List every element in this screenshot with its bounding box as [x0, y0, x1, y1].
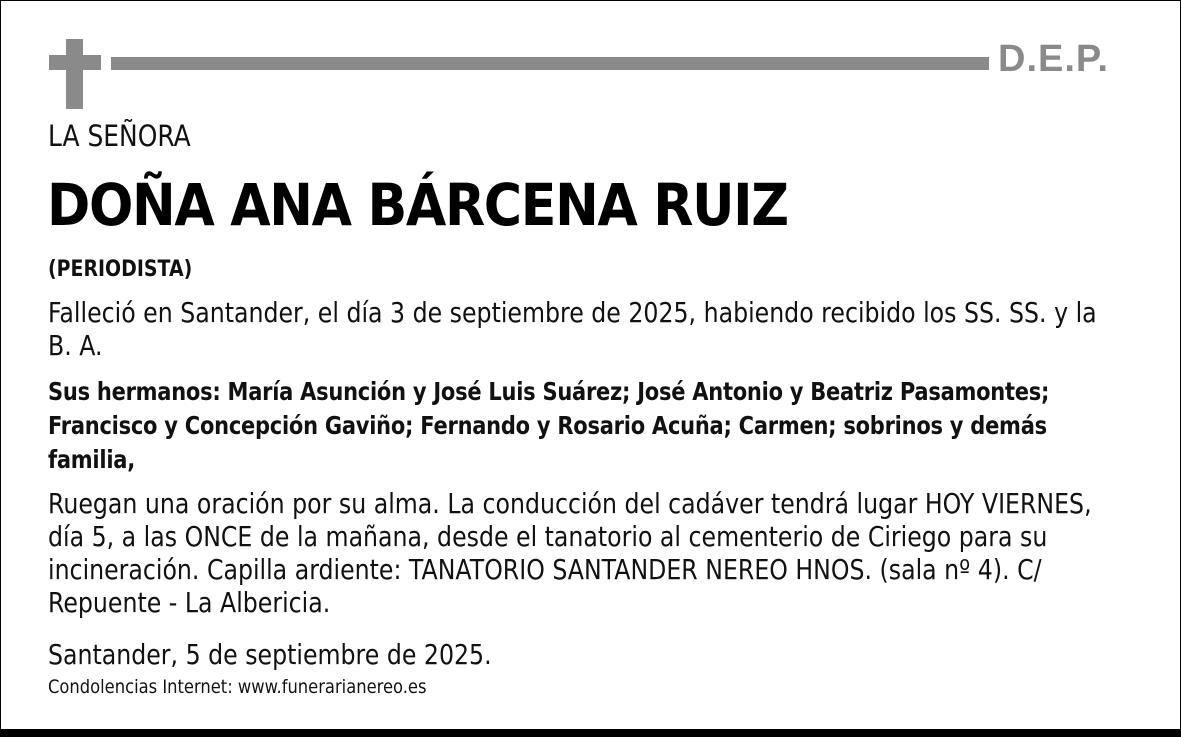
profession: (PERIODISTA): [48, 257, 193, 282]
prayer-and-funeral-details: Ruegan una oración por su alma. La conducción del cadáver tendrá lugar HOY VIERNES, día 5, a las ONCE de la mañana, desde el tanatorio al cementerio de Ciriego para su incineración. Capilla ardiente: TANATORIO SANTANDER NEREO HNOS. (sala nº 4). C/ Repuente - La Albericia.: [48, 488, 1092, 619]
date-line: Santander, 5 de septiembre de 2025.: [48, 639, 492, 671]
dep-label: D.E.P.: [998, 38, 1109, 80]
death-notice: Falleció en Santander, el día 3 de septiembre de 2025, habiendo recibido los SS. SS. y la B. A.: [48, 297, 1097, 362]
family-list: Sus hermanos: María Asunción y José Luis Suárez; José Antonio y Beatriz Pasamontes; Francisco y Concepción Gaviño; Fernando y Rosario Acuña; Carmen; sobrinos y demás familia,: [48, 377, 1050, 474]
header-rule: [111, 57, 989, 70]
title-prefix: LA SEÑORA: [48, 119, 191, 153]
condolences-line: Condolencias Internet: www.funerarianereo.es: [48, 676, 427, 698]
cross-icon: [49, 39, 101, 109]
deceased-name: DOÑA ANA BÁRCENA RUIZ: [47, 171, 788, 239]
